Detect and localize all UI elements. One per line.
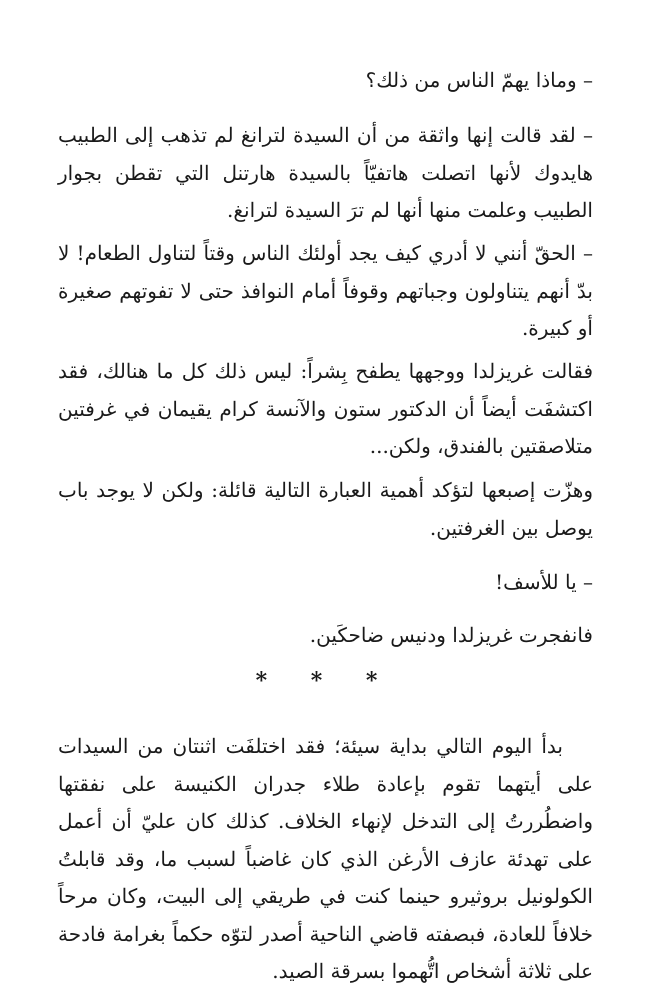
- section-separator: * * *: [255, 668, 396, 694]
- dialogue-line-6: – يا للأسف!: [495, 570, 593, 594]
- narrative-paragraph-4: فقالت غريزلدا ووجهها يطفح بِشراً: ليس ذلك كل ما هنالك، فقد اكتشفَت أيضاً أن الدكتور ستون والآنسة كرام يقيمان في غرفتين متلاصقتين بالفندق، ولكن...: [58, 359, 593, 458]
- dialogue-line-1: – وماذا يهمّ الناس من ذلك؟: [365, 68, 593, 92]
- dialogue-paragraph-2: – لقد قالت إنها واثقة من أن السيدة لترانغ لم تذهب إلى الطبيب هايدوك لأنها اتصلت هاتفيّاً بالسيدة هارتنل التي تقطن بجوار الطبيب وعلمت منها أنها لم ترَ السيدة لترانغ.: [58, 123, 593, 222]
- narrative-line-7: فانفجرت غريزلدا ودنيس ضاحكَين.: [309, 623, 593, 647]
- narrative-paragraph-final: بدأ اليوم التالي بداية سيئة؛ فقد اختلفَت اثنتان من السيدات على أيتهما تقوم بإعادة طلاء جدران الكنيسة على نفقتها واضطُررتُ إلى التدخل لإنهاء الخلاف. كذلك كان عليّ أن أعمل على تهدئة عازف الأرغن الذي كان غاضباً لسبب ما، وقد قابلتُ الكولونيل بروثيرو حينما كنت في طريقي إلى البيت، وكان مرحاً خلافاً للعادة، فبصفته قاضي الناحية أصدر لتوّه حكماً بغرامة فادحة على ثلاثة أشخاص اتُّهموا بسرقة الصيد.: [58, 734, 593, 983]
- narrative-paragraph-5: وهزّت إصبعها لتؤكد أهمية العبارة التالية قائلة: ولكن لا يوجد باب يوصل بين الغرفتين.: [58, 478, 593, 540]
- dialogue-paragraph-3: – الحقّ أنني لا أدري كيف يجد أولئك الناس وقتاً لتناول الطعام! لا بدّ أنهم يتناولون وجباتهم وقوفاً أمام النوافذ حتى لا تفوتهم صغيرة أو كبيرة.: [58, 241, 593, 340]
